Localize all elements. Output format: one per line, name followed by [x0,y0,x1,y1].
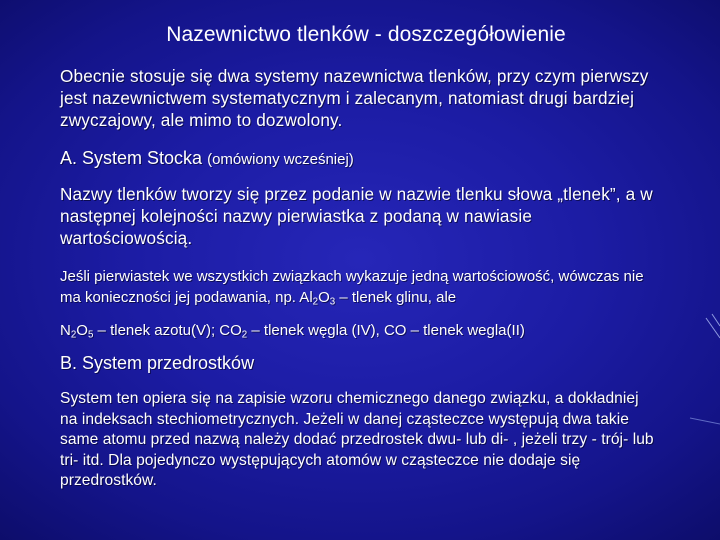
deco-line-1 [706,318,720,338]
slide-title: Nazewnictwo tlenków - doszczegółowienie [166,23,566,46]
section-a-body: Nazwy tlenków tworzy się przez podanie w nazwie tlenku słowa „tlenek”, a w następnej kolejności nazwy pierwiastka z podaną w nawiasie wartościowością. [60,184,653,248]
ex-o-sub: 5 [87,329,94,341]
ex-n: N [60,322,71,339]
deco-line-3 [690,418,720,424]
rule-tail: – tlenek glinu, ale [335,289,457,306]
section-b-body: System ten opiera się na zapisie wzoru chemicznego danego związku, a dokładniej na indeksach stechiometrycznych. Jeżeli w danej cząsteczce występują dwa takie same atomu przed nazwą należy dodać przedrostek dwu- lub di- , jeżeli trzy - trój- lub tri- itd. Dla pojedynczo występujących atomów w cząsteczce nie dodaje się przedrostków. [60,390,654,489]
section-a-heading-text: A. System Stocka [60,148,203,168]
section-a-examples [60,320,660,341]
ex-co2-sub: 2 [241,329,248,341]
section-a-rule [60,266,660,308]
rule-sub-1: 2 [312,296,319,308]
ex-n-sub: 2 [70,329,77,341]
deco-line-2 [712,314,720,326]
ex-rest: – tlenek węgla (IV), CO – tlenek wegla(II) [247,322,525,339]
section-b-heading: B. System przedrostków [60,353,255,373]
section-a-note: (omówiony wcześniej) [207,151,354,168]
rule-text: Jeśli pierwiastek we wszystkich związkach wykazuje jedną wartościowość, wówczas nie ma konieczności jej podawania, np. Al [60,268,644,306]
ex-n2o5-name: – tlenek azotu(V); CO [93,322,242,339]
rule-mid: O [318,289,330,306]
section-a-heading [60,147,660,171]
ex-o: O [76,322,88,339]
intro-paragraph: Obecnie stosuje się dwa systemy nazewnictwa tlenków, przy czym pierwszy jest nazewnictwem systematycznym i zalecanym, natomiast drugi bardziej zwyczajowy, ale mimo to dozwolony. [60,66,649,130]
rule-sub-2: 3 [329,296,336,308]
